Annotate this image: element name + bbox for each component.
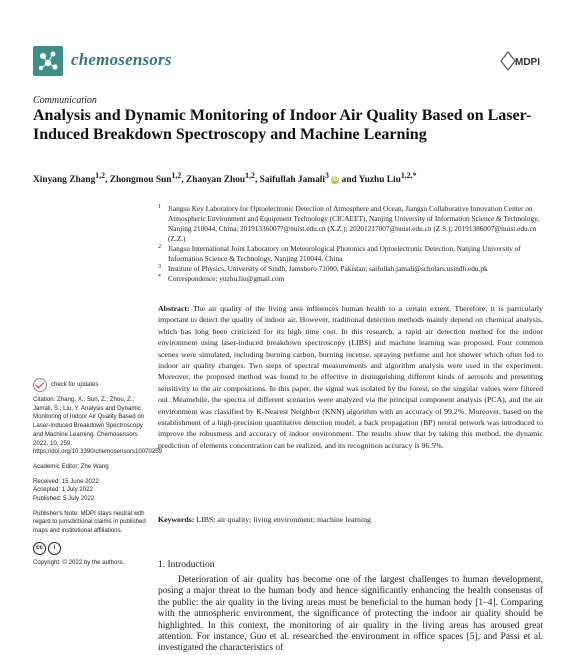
affiliation-item [158, 264, 543, 274]
cc-license-badge[interactable] [33, 542, 151, 555]
affiliation-number: 2 [158, 244, 161, 250]
publisher-note: Publisher's Note: MDPI stays neutral with regard to jurisdictional claims in published maps and institutional affiliations. [33, 509, 146, 535]
author-affil-sup: 1,2 [171, 171, 182, 180]
author-name[interactable]: Saifullah Jamali [259, 175, 326, 186]
orcid-icon[interactable]: iD [332, 176, 339, 183]
check-for-updates-badge[interactable] [33, 378, 151, 392]
author-affil-sup: 1,2 [95, 171, 106, 180]
journal-name: chemosensors [71, 50, 172, 69]
published-date: Published: 5 July 2022 [33, 495, 95, 503]
affiliation-number: 1 [158, 204, 161, 210]
journal-logo-icon [33, 46, 63, 76]
affiliations [158, 204, 543, 284]
accepted-date: Accepted: 1 July 2022 [33, 486, 93, 494]
copyright: Copyright: © 2022 by the authors. [33, 558, 125, 566]
citation: Citation: Zhang, X.; Sun, Z.; Zhou, Z.; Jamali, S.; Liu, Y. Analysis and Dynamic Monitoring of Indoor Air Quality Based on Laser-Induced Breakdown Spectroscopy and Machine Learning. Chemosensors 2022, 10, 259. https://doi.org/10.3390/chemosensors10070259 [33, 396, 163, 456]
article-title: Analysis and Dynamic Monitoring of Indoor Air Quality Based on Laser-Induced Breakdown Spectroscopy and Machine Learning [33, 107, 532, 143]
publisher-name: MDPI [515, 57, 540, 68]
author-name[interactable]: Xinyang Zhang [33, 175, 96, 186]
correspondence-text[interactable]: Correspondence: yuzhu.liu@gmail.com [168, 274, 285, 283]
cc-icon: cc [33, 542, 46, 555]
publisher-logo [499, 50, 543, 72]
keywords-text: LIBS; air quality; living environment; machine learning [196, 515, 371, 524]
author-separator: , [105, 175, 110, 186]
author-affil-sup: 1,2 [245, 171, 255, 180]
affiliation-text: Jiangsu International Joint Laboratory on Meteorological Photonics and Optoelectronic Detection, Nanjing University of Information Science & Technology, Nanjing 210044, China [168, 244, 521, 263]
article-info-sidebar [33, 378, 163, 568]
author-separator: , [254, 175, 260, 186]
keywords [158, 514, 543, 525]
affiliation-number: 3 [158, 264, 161, 270]
cc-by-icon: i [48, 542, 61, 555]
check-updates-label: check for updates [51, 381, 99, 388]
abstract-label: Abstract: [158, 304, 190, 313]
journal-header [33, 44, 543, 80]
correspondence [158, 274, 543, 284]
affiliation-text: Jiangsu Key Laboratory for Optoelectronic Detection of Atmosphere and Ocean, Jiangsu Collaborative Innovation Center on Atmospheric Environment and Equipment Technology (CICAEET), Nanjing University of Information Science & Technology, Nanjing 210044, China; 20191336007?@nuist.edu.cn (X.Z.); 20201217007@nuist.edu.cn (Z.S.); 20191386007@nuist.edu.cn (Z.Z.) [168, 204, 540, 243]
author-name[interactable]: and Yuzhu Liu [341, 175, 401, 186]
academic-editor: Academic Editor: Zhe Wang [33, 462, 109, 470]
author-name[interactable]: Zhaoyan Zhou [186, 175, 246, 186]
abstract [158, 303, 543, 451]
author-affil-sup: 3 [325, 171, 329, 180]
abstract-text: The air quality of the living area influences human health to a certain extent. Therefore, it is particularly important to detect the quality of indoor air. However, traditional detection methods mainly depend on chemical analysis, which has long been criticized for its high time cost. In this research, a rapid air detection method for the indoor environment using laser-induced breakdown spectroscopy (LIBS) and machine learning was proposed. Four common scenes were simulated, including burning carbon, burning incense, spraying perfume and hot shower which often led to indoor air quality changes. Two steps of spectral measurements and algorithm analysis were used in the experiment. Moreover, the proposed method was found to be effective in distinguishing different kinds of aerosols and presenting sensitivity to the air compositions. In this paper, the signal was isolated by the forest, so the singular values were filtered out. Meanwhile, the spectra of different scenarios were analyzed via the principal component analysis (PCA), and the air environment was classified by K-Nearest Neighbor (KNN) algorithm with an accuracy of 99.2%. Moreover, based on the establishment of a high-precision quantitative detection model, a back propagation (BP) neural network was introduced to improve the robustness and accuracy of indoor environment. The results show that by taking this method, the dynamic prediction of elements concentration can be realized, and its recognition accuracy is 96.5%. [158, 304, 543, 450]
affiliation-item [158, 244, 543, 264]
author-separator: , [181, 175, 186, 186]
affiliation-number: * [158, 274, 161, 280]
received-date: Received: 15 June 2022 [33, 477, 99, 485]
keywords-label: Keywords: [158, 515, 195, 524]
check-updates-icon [33, 378, 47, 392]
author-affil-sup: 1,2,* [400, 171, 417, 180]
affiliation-text: Institute of Physics, University of Sindh, Jamshoro 71000, Pakistan; saifullah.jamali@scholars.usindh.edu.pk [168, 264, 488, 273]
author-list [33, 171, 538, 185]
affiliation-item [158, 204, 543, 244]
introduction-text: Deterioration of air quality has become one of the largest challenges to human development, posing a major threat to the human body and hence significantly enhancing the health consensus of the public: the air quality in the living areas must be beneficial to the human body [1–4]. Comparing with the atmospheric environment, the significance of protecting the indoor air quality should be highlighted. In this context, the monitoring of air quality in the living areas has aroused great attention. For instance, Guo et al. researched the environment in office spaces [5], and Passi et al. investigated the characteristics of [158, 575, 543, 654]
section-heading-introduction: 1. Introduction [158, 560, 215, 570]
author-name[interactable]: Zhongmou Sun [109, 175, 172, 186]
article-type: Communication [33, 95, 97, 106]
